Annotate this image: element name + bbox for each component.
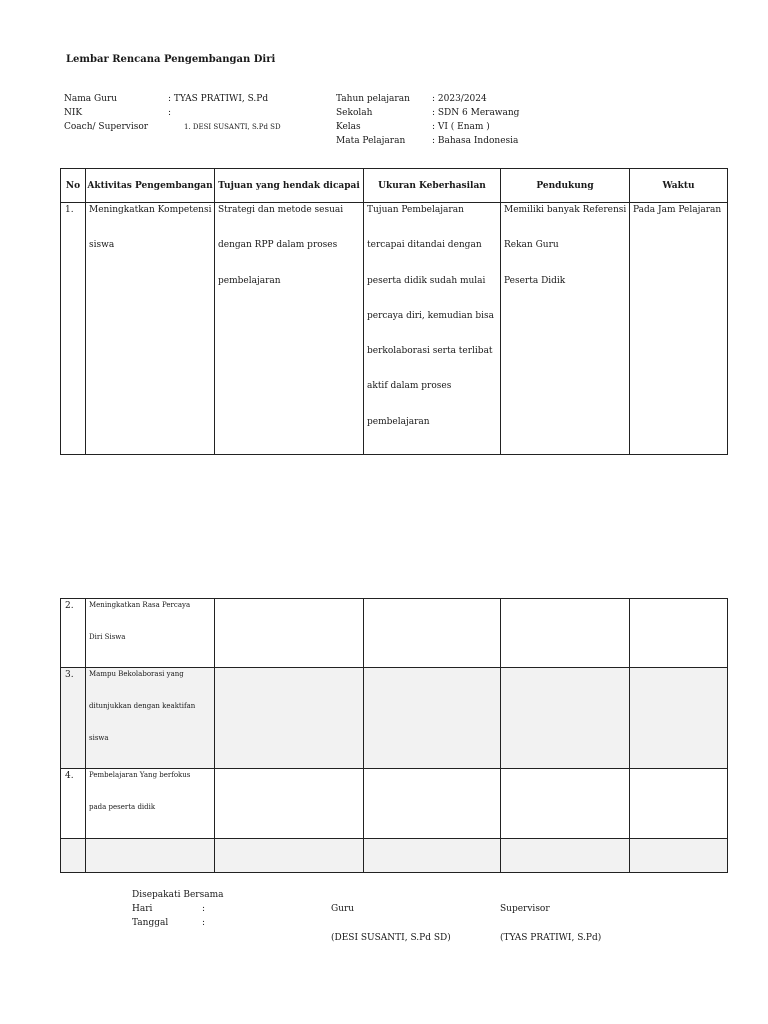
row1-tujuan-line: pembelajaran bbox=[218, 275, 281, 286]
row1-no: 1. bbox=[61, 203, 86, 455]
supervisor-name: (TYAS PRATIWI, S.Pd) bbox=[500, 933, 602, 943]
row4-ukuran bbox=[364, 769, 501, 839]
row2-aktivitas bbox=[86, 599, 215, 668]
row1-tujuan-line: dengan RPP dalam proses bbox=[218, 240, 338, 251]
row2-pendukung bbox=[501, 599, 630, 668]
label-tahun: Tahun pelajaran bbox=[336, 94, 410, 104]
row1-ukuran-line: peserta didik sudah mulai bbox=[367, 275, 486, 286]
value-nik: : bbox=[168, 108, 172, 118]
info-left-values bbox=[168, 92, 281, 134]
row3-aktivitas bbox=[86, 668, 215, 769]
footer-colons bbox=[202, 902, 205, 930]
info-left-labels bbox=[64, 92, 148, 134]
row2-aktivitas-line: Diri Siswa bbox=[89, 633, 126, 641]
row1-aktivitas-line: siswa bbox=[89, 240, 115, 251]
label-coach: Coach/ Supervisor bbox=[64, 122, 149, 132]
row1-ukuran-line: berkolaborasi serta terlibat bbox=[367, 346, 493, 357]
value-nama-guru: : TYAS PRATIWI, S.Pd bbox=[168, 94, 269, 104]
header-pendukung: Pendukung bbox=[501, 169, 630, 203]
label-mapel: Mata Pelajaran bbox=[336, 136, 406, 146]
table-row bbox=[61, 203, 728, 455]
row1-waktu bbox=[630, 203, 728, 455]
date-label: Tanggal bbox=[132, 918, 169, 928]
table-row bbox=[61, 599, 728, 668]
row1-waktu-line: Pada Jam Pelajaran bbox=[633, 205, 722, 215]
row2-aktivitas-line: Meningkatkan Rasa Percaya bbox=[89, 601, 191, 609]
row1-pendukung-line: Rekan Guru bbox=[504, 240, 559, 251]
row3-tujuan bbox=[215, 668, 364, 769]
row3-waktu bbox=[630, 668, 728, 769]
row1-ukuran-line: Tujuan Pembelajaran bbox=[367, 205, 464, 215]
header-aktivitas: Aktivitas Pengembangan bbox=[86, 169, 215, 203]
day-label: Hari bbox=[132, 904, 153, 914]
guru-label: Guru bbox=[331, 904, 355, 914]
row5-tujuan bbox=[215, 839, 364, 873]
row1-aktivitas bbox=[86, 203, 215, 455]
row2-no: 2. bbox=[61, 599, 86, 668]
value-coach: 1. DESI SUSANTI, S.Pd SD bbox=[184, 123, 281, 131]
value-sekolah: : SDN 6 Merawang bbox=[432, 108, 520, 118]
footer-agreement bbox=[132, 888, 223, 930]
row1-pendukung-line: Memiliki banyak Referensi bbox=[504, 205, 627, 215]
table-row bbox=[61, 839, 728, 873]
row1-ukuran-line: aktif dalam proses bbox=[367, 381, 452, 392]
row1-pendukung bbox=[501, 203, 630, 455]
guru-name: (DESI SUSANTI, S.Pd SD) bbox=[331, 933, 451, 943]
plan-table bbox=[60, 168, 728, 455]
header-ukuran: Ukuran Keberhasilan bbox=[364, 169, 501, 203]
row1-ukuran bbox=[364, 203, 501, 455]
row5-waktu bbox=[630, 839, 728, 873]
value-kelas: : VI ( Enam ) bbox=[432, 122, 490, 132]
row1-aktivitas-line: Meningkatkan Kompetensi bbox=[89, 205, 212, 215]
info-right-labels bbox=[336, 92, 410, 148]
row5-aktivitas bbox=[86, 839, 215, 873]
supervisor-label: Supervisor bbox=[500, 904, 550, 914]
value-tahun: : 2023/2024 bbox=[432, 94, 487, 104]
row4-aktivitas-line: Pembelajaran Yang berfokus bbox=[89, 771, 191, 779]
row2-ukuran bbox=[364, 599, 501, 668]
header-no: No bbox=[61, 169, 86, 203]
row3-aktivitas-line: ditunjukkan dengan keaktifan bbox=[89, 702, 196, 710]
row3-ukuran bbox=[364, 668, 501, 769]
plan-table-continued bbox=[60, 598, 728, 873]
document-title: Lembar Rencana Pengembangan Diri bbox=[66, 54, 276, 65]
row1-tujuan-line: Strategi dan metode sesuai bbox=[218, 205, 344, 215]
header-tujuan: Tujuan yang hendak dicapai bbox=[215, 169, 364, 203]
label-nik: NIK bbox=[64, 108, 83, 118]
row3-aktivitas-line: Mampu Bekolaborasi yang bbox=[89, 670, 184, 678]
row4-tujuan bbox=[215, 769, 364, 839]
day-colon: : bbox=[202, 904, 206, 914]
label-sekolah: Sekolah bbox=[336, 108, 373, 118]
row3-pendukung bbox=[501, 668, 630, 769]
header-waktu: Waktu bbox=[630, 169, 728, 203]
value-mapel: : Bahasa Indonesia bbox=[432, 136, 519, 146]
row1-tujuan bbox=[215, 203, 364, 455]
row4-pendukung bbox=[501, 769, 630, 839]
row4-waktu bbox=[630, 769, 728, 839]
date-colon: : bbox=[202, 918, 206, 928]
row1-ukuran-line: pembelajaran bbox=[367, 416, 430, 427]
row3-no: 3. bbox=[61, 668, 86, 769]
agreed-text: Disepakati Bersama bbox=[132, 890, 224, 900]
row2-waktu bbox=[630, 599, 728, 668]
row2-tujuan bbox=[215, 599, 364, 668]
row1-ukuran-line: tercapai ditandai dengan bbox=[367, 240, 482, 251]
info-right-values bbox=[432, 92, 519, 148]
label-nama-guru: Nama Guru bbox=[64, 94, 118, 104]
row1-ukuran-line: percaya diri, kemudian bisa bbox=[367, 310, 495, 321]
table-row bbox=[61, 668, 728, 769]
row3-aktivitas-line: siswa bbox=[89, 734, 109, 742]
label-kelas: Kelas bbox=[336, 122, 361, 132]
row4-no: 4. bbox=[61, 769, 86, 839]
row4-aktivitas bbox=[86, 769, 215, 839]
table-header-row bbox=[61, 169, 728, 203]
row1-pendukung-line: Peserta Didik bbox=[504, 275, 566, 286]
table-row bbox=[61, 769, 728, 839]
row5-pendukung bbox=[501, 839, 630, 873]
row5-no bbox=[61, 839, 86, 873]
row5-ukuran bbox=[364, 839, 501, 873]
row4-aktivitas-line: pada peserta didik bbox=[89, 803, 156, 811]
